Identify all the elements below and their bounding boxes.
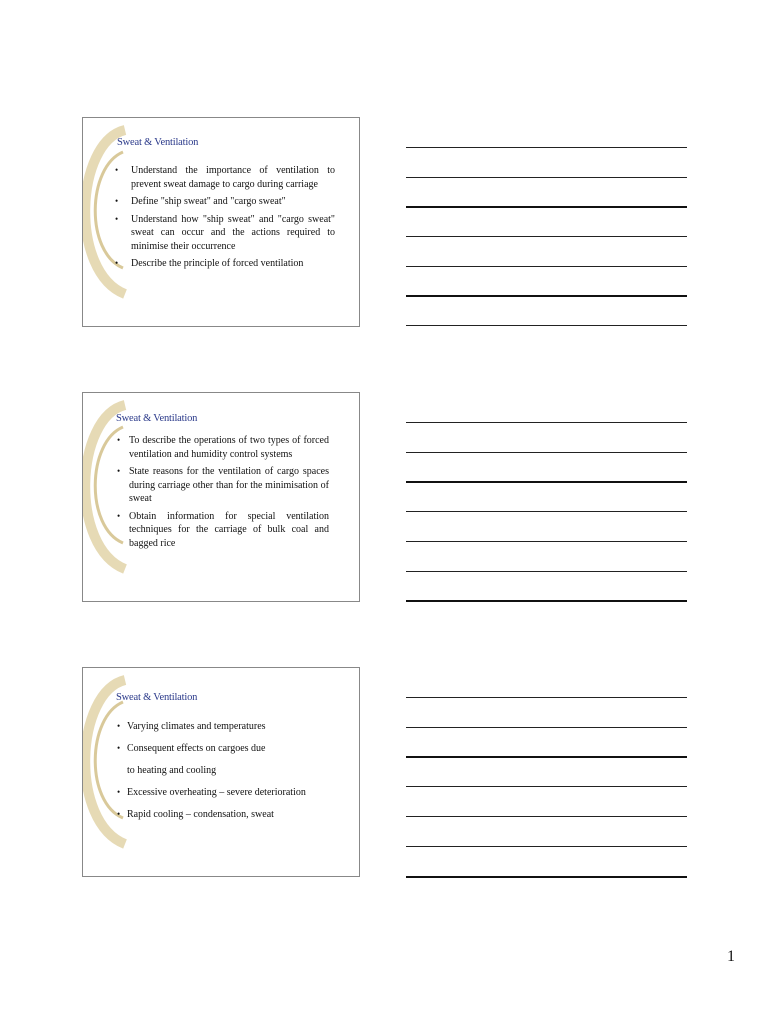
- list-item: • Understand the importance of ventilation to prevent sweat damage to cargo during carriage: [115, 165, 335, 190]
- list-item: • Rapid cooling – condensation, sweat: [117, 809, 274, 820]
- bullet-icon: •: [117, 721, 121, 731]
- note-line: [406, 571, 687, 572]
- note-line: [406, 266, 687, 267]
- note-line: [406, 511, 687, 512]
- note-line: [406, 236, 687, 237]
- bullet-list: [115, 164, 335, 275]
- bullet-icon: •: [117, 809, 121, 819]
- slide-title: Sweat & Ventilation: [116, 692, 198, 703]
- list-item: • Consequent effects on cargoes due: [117, 743, 266, 754]
- note-line: [406, 481, 687, 483]
- slide-title: Sweat & Ventilation: [116, 413, 198, 424]
- note-line: [406, 541, 687, 542]
- bullet-icon: •: [117, 466, 121, 476]
- list-item: • Excessive overheating – severe deterioration: [117, 787, 306, 798]
- note-line: [406, 325, 687, 326]
- bullet-icon: •: [117, 787, 121, 797]
- bullet-list: [117, 434, 329, 554]
- slide-3: [82, 667, 360, 877]
- list-item: • Describe the principle of forced ventilation: [115, 258, 304, 269]
- list-item: • To describe the operations of two types of forced ventilation and humidity control systems: [117, 435, 329, 460]
- bullet-icon: •: [117, 510, 121, 521]
- list-item: • Obtain information for special ventilation techniques for the carriage of bulk coal and bagged rice: [117, 510, 329, 549]
- note-line: [406, 147, 687, 148]
- list-item: • Understand how "ship sweat" and "cargo sweat" sweat can occur and the actions required to minimise their occurrence: [115, 213, 335, 252]
- slide-1: [82, 117, 360, 327]
- continuation-line: to heating and cooling: [127, 765, 217, 776]
- bullet-icon: •: [115, 258, 119, 268]
- list-item: • State reasons for the ventilation of cargo spaces during carriage other than for the minimisation of sweat: [117, 466, 329, 504]
- note-line: [406, 600, 687, 602]
- list-item: • Define "ship sweat" and "cargo sweat": [115, 196, 286, 207]
- note-line: [406, 876, 687, 878]
- note-line: [406, 846, 687, 847]
- note-line: [406, 422, 687, 423]
- bullet-icon: •: [115, 213, 119, 224]
- bullet-icon: •: [117, 435, 121, 445]
- note-line: [406, 697, 687, 698]
- note-line: [406, 295, 687, 297]
- page-number: 1: [727, 948, 735, 965]
- list-item: • Varying climates and temperatures: [117, 721, 266, 732]
- bullet-icon: •: [115, 196, 119, 206]
- bullet-icon: •: [115, 165, 119, 175]
- note-line: [406, 206, 687, 208]
- slide-2: [82, 392, 360, 602]
- note-line: [406, 786, 687, 787]
- note-line: [406, 177, 687, 178]
- note-line: [406, 727, 687, 728]
- note-line: [406, 816, 687, 817]
- slide-title: Sweat & Ventilation: [117, 137, 199, 148]
- bullet-list: [117, 720, 357, 830]
- bullet-icon: •: [117, 743, 121, 753]
- note-line: [406, 756, 687, 758]
- note-line: [406, 452, 687, 453]
